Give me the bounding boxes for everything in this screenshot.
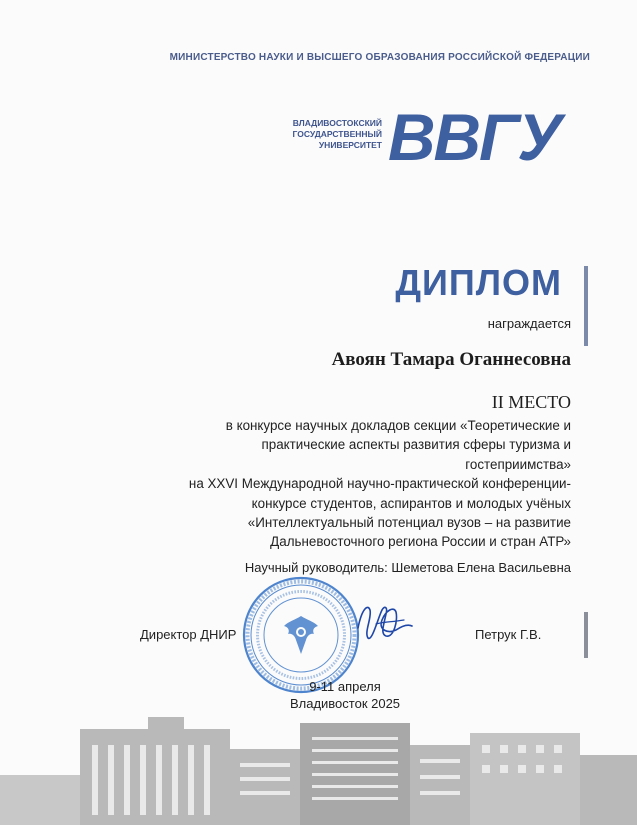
description-line: практические аспекты развития сферы туризма и bbox=[261, 437, 571, 453]
vvgu-logo-text: ВВГУ bbox=[388, 104, 566, 168]
vvgu-logo bbox=[386, 104, 566, 168]
city-skyline-decoration bbox=[0, 715, 637, 825]
recipient-name: Авоян Тамара Оганнесовна bbox=[331, 349, 571, 370]
supervisor-line: Научный руководитель: Шеметова Елена Васильевна bbox=[244, 560, 571, 575]
eagle-emblem-icon bbox=[284, 616, 318, 654]
decorative-bar bbox=[584, 612, 588, 658]
description-line: Дальневосточного региона России и стран АТР» bbox=[270, 534, 571, 550]
ministry-title: МИНИСТЕРСТВО НАУКИ И ВЫСШЕГО ОБРАЗОВАНИЯ РОССИЙСКОЙ ФЕДЕРАЦИИ bbox=[169, 52, 590, 63]
description-line: конкурсе студентов, аспирантов и молодых учёных bbox=[251, 495, 571, 511]
awarded-label: награждается bbox=[487, 316, 571, 331]
place-label: II МЕСТО bbox=[491, 392, 571, 412]
director-signature bbox=[352, 598, 414, 648]
description-line: гостеприимства» bbox=[465, 456, 571, 472]
city-year-line: Владивосток 2025 bbox=[289, 696, 401, 711]
description-line: в конкурсе научных докладов секции «Теоретические и bbox=[225, 418, 571, 433]
award-description bbox=[90, 416, 571, 552]
university-name-line: ВЛАДИВОСТОКСКИЙ bbox=[292, 118, 382, 128]
event-dates bbox=[230, 678, 460, 712]
decorative-bar bbox=[584, 266, 588, 346]
description-line: «Интеллектуальный потенциал вузов – на развитие bbox=[247, 515, 571, 531]
director-label: Директор ДНИР bbox=[140, 627, 237, 642]
diploma-title: ДИПЛОМ bbox=[395, 262, 562, 303]
university-name-line: ГОСУДАРСТВЕННЫЙ bbox=[292, 129, 382, 139]
university-name bbox=[258, 118, 382, 151]
description-line: на XXVI Международной научно-практической конференции- bbox=[188, 476, 571, 492]
university-name-line: УНИВЕРСИТЕТ bbox=[318, 140, 382, 150]
dates-line: 9-11 апреля bbox=[309, 679, 381, 694]
director-name: Петрук Г.В. bbox=[475, 627, 542, 642]
